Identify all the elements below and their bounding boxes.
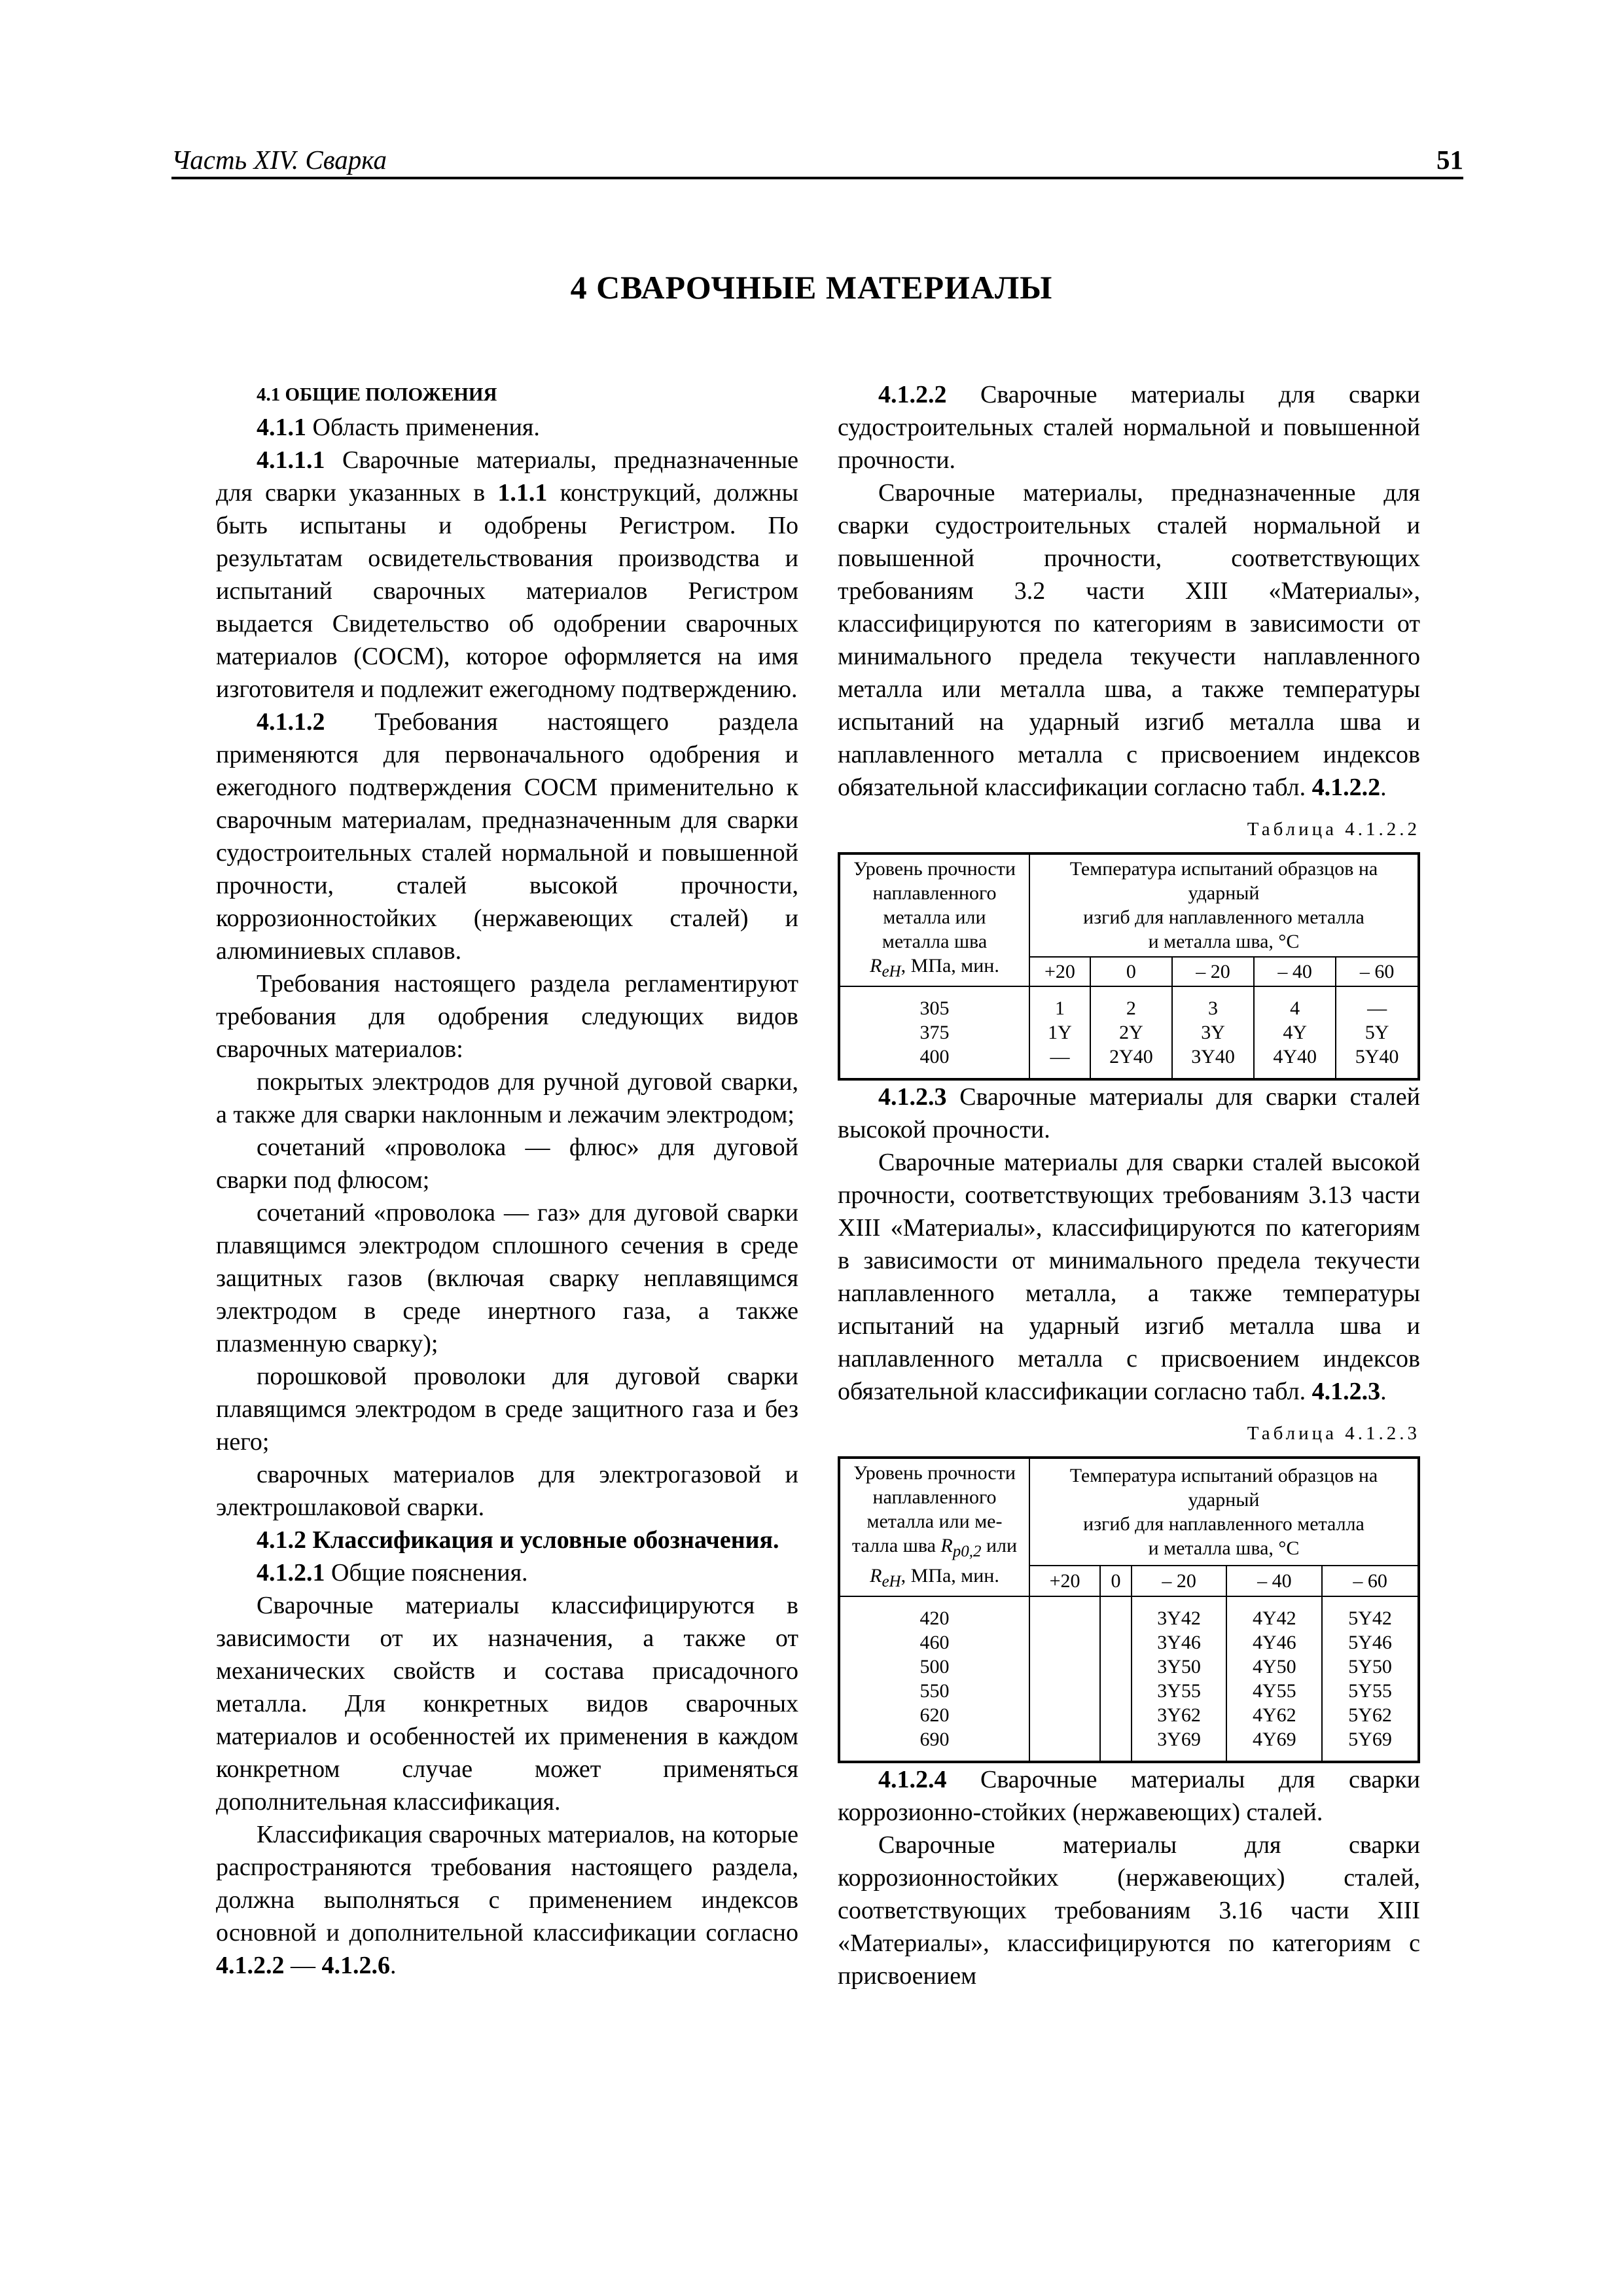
paragraph-4-1-1 xyxy=(216,411,798,444)
header-line: талла шва xyxy=(851,1535,941,1556)
header-line: наплавленного xyxy=(872,882,997,904)
header-temperature: – 20 xyxy=(1132,1566,1227,1596)
clause-text: Область применения. xyxy=(306,414,540,441)
section-heading: 4.1 ОБЩИЕ ПОЛОЖЕНИЯ xyxy=(257,384,497,405)
clause-text: Сварочные материалы для сварки сталей высокой прочности, соответствующих требованиям 3.13 части XIII «Материалы», классифицируются по категориям в зависимости от минимального предела текучести наплавленного металла, а также температуры испытаний на ударный изгиб металла шва и наплавленного металла с присвоением индексов обязательной классификации согласно табл. xyxy=(838,1149,1420,1405)
table-cell: 1Y xyxy=(1048,1022,1072,1043)
table-cell: 2Y xyxy=(1119,1022,1143,1043)
category-column xyxy=(1226,1596,1322,1762)
table-cell: 5Y42 xyxy=(1348,1607,1392,1629)
header-test-temperature xyxy=(1029,1458,1419,1566)
header-test-temperature xyxy=(1029,853,1419,957)
paragraph: Сварочные материалы для сварки коррозионностойких (нержавеющих) сталей, соответствующих требованиям 3.16 части XIII «Материалы», классифицируются по категориям с присвоением xyxy=(838,1831,1420,1990)
header-temperature: +20 xyxy=(1029,1566,1100,1596)
table-cell: 3Y xyxy=(1201,1022,1225,1043)
table-cell: 375 xyxy=(919,1022,950,1043)
table-cell: 5Y46 xyxy=(1348,1632,1392,1653)
table-cell: 5Y xyxy=(1364,1022,1389,1043)
table-cell: 4Y46 xyxy=(1253,1632,1296,1653)
category-column xyxy=(1254,986,1336,1079)
clause-text: . xyxy=(1380,774,1387,801)
list-item: сочетаний «проволока — флюс» для дуговой сварки под флюсом; xyxy=(216,1134,798,1194)
list-item: порошковой проволоки для дуговой сварки плавящимся электродом в среде защитного газа и без него; xyxy=(216,1363,798,1456)
table-cell: 2 xyxy=(1126,997,1136,1019)
category-column xyxy=(1172,986,1254,1079)
category-column xyxy=(1336,986,1419,1079)
paragraph-4-1-2 xyxy=(216,1524,798,1556)
table-cell: 3Y42 xyxy=(1157,1607,1201,1629)
clause-text: Сварочные материалы, предназначенные для сварки указанных в xyxy=(216,446,798,507)
header-strength-level xyxy=(839,853,1029,986)
header-temperature: – 20 xyxy=(1172,957,1254,986)
clause-number: 4.1.2.4 xyxy=(878,1766,947,1793)
clause-text: Общие пояснения. xyxy=(325,1559,528,1587)
symbol-subscript: eH xyxy=(882,1573,901,1590)
clause-text: . xyxy=(1380,1378,1387,1405)
table-cell: 1 xyxy=(1054,997,1065,1019)
table-cell: 4Y40 xyxy=(1273,1046,1317,1067)
paragraph-4-1-1-1 xyxy=(216,444,798,706)
clause-number: 4.1.2 xyxy=(257,1526,306,1554)
clause-number: 4.1.1.1 xyxy=(257,446,325,474)
list-item: сочетаний «проволока — газ» для дуговой сварки плавящимся электродом сплошного сечения в среде защитных газов (включая сварку неплавящимся электродом в среде инертного газа, а также плазменную сварку); xyxy=(216,1199,798,1357)
strength-levels-cell xyxy=(839,1596,1029,1762)
table-cell: 690 xyxy=(919,1729,950,1750)
paragraph: Требования настоящего раздела регламентируют требования для одобрения следующих видов сварочных материалов: xyxy=(216,970,798,1063)
clause-text: Сварочные материалы для сварки коррозионно-стойких (нержавеющих) сталей. xyxy=(838,1766,1420,1826)
clause-text: Сварочные материалы для сварки судостроительных сталей нормальной и повышенной прочности. xyxy=(838,381,1420,474)
header-line: металла или xyxy=(883,906,986,928)
clause-text: Сварочные материалы для сварки сталей высокой прочности. xyxy=(838,1083,1420,1143)
table-cell: 4Y xyxy=(1283,1022,1307,1043)
table-cell: 4Y69 xyxy=(1253,1729,1296,1750)
header-line: , МПа, мин. xyxy=(901,955,999,977)
table-cell: 3Y46 xyxy=(1157,1632,1201,1653)
table-cell: 500 xyxy=(919,1656,950,1677)
paragraph xyxy=(838,476,1420,804)
table-cell: 5Y50 xyxy=(1348,1656,1392,1677)
strength-levels-cell xyxy=(839,986,1029,1079)
table-reference: 4.1.2.2 xyxy=(1311,774,1381,801)
table-cell: 3Y62 xyxy=(1157,1704,1201,1726)
category-column xyxy=(1090,986,1172,1079)
header-rule xyxy=(171,177,1463,179)
clause-reference: 4.1.2.2 xyxy=(216,1952,285,1979)
clause-number: 4.1.2.2 xyxy=(878,381,947,408)
paragraph-4-1-2-1 xyxy=(216,1556,798,1589)
paragraph-4-1-2-2 xyxy=(838,378,1420,476)
paragraph-4-1-1-2 xyxy=(216,706,798,967)
paragraph-4-1-2-4 xyxy=(838,1763,1420,1829)
header-temperature: +20 xyxy=(1029,957,1090,986)
table-cell: 3Y40 xyxy=(1191,1046,1235,1067)
running-header-part: Часть XIV. Сварка xyxy=(171,145,387,175)
table-cell: — xyxy=(1050,1046,1070,1067)
header-line: и металла шва, °С xyxy=(1148,1537,1300,1559)
symbol-subscript: p0,2 xyxy=(952,1543,982,1560)
clause-text: — xyxy=(284,1952,322,1979)
category-column xyxy=(1029,986,1090,1079)
clause-text: Классификация и условные обозначения. xyxy=(306,1526,779,1554)
category-column-empty xyxy=(1029,1596,1100,1762)
table-cell: 420 xyxy=(919,1607,950,1629)
table-cell: 400 xyxy=(919,1046,950,1067)
header-line: Уровень прочности xyxy=(853,1462,1016,1484)
table-cell: 4Y55 xyxy=(1253,1680,1296,1702)
symbol-subscript: eH xyxy=(882,963,901,980)
table-caption: Таблица 4.1.2.3 xyxy=(1247,1423,1420,1444)
left-column xyxy=(216,378,798,1982)
table-cell: 5Y69 xyxy=(1348,1729,1392,1750)
table-cell: 3Y69 xyxy=(1157,1729,1201,1750)
header-temperature: – 60 xyxy=(1322,1566,1419,1596)
clause-reference: 4.1.2.6 xyxy=(321,1952,390,1979)
table-cell: 460 xyxy=(919,1632,950,1653)
header-line: , МПа, мин. xyxy=(901,1565,999,1587)
header-temperature: – 60 xyxy=(1336,957,1419,986)
clause-text: Классификация сварочных материалов, на которые распространяются требования настоящего раздела, должна выполняться с применением индексов основной и дополнительной классификации согласно xyxy=(216,1821,798,1946)
list-item: покрытых электродов для ручной дуговой сварки, а также для сварки наклонным и лежачим электродом; xyxy=(216,1068,798,1128)
header-temperature: – 40 xyxy=(1226,1566,1322,1596)
table-cell: 3Y55 xyxy=(1157,1680,1201,1702)
table-caption: Таблица 4.1.2.2 xyxy=(1247,819,1420,840)
clause-text: Требования настоящего раздела применяются для первоначального одобрения и ежегодного подтверждения СОСМ применительно к сварочным материалам, предназначенным для сварки судостроительных сталей нормальной и повышенной прочности, сталей высокой прочности, коррозионностойких (нержавеющих сталей) и алюминиевых сплавов. xyxy=(216,708,798,965)
table-cell: 4 xyxy=(1290,997,1300,1019)
page-number: 51 xyxy=(1436,145,1463,175)
table-cell: — xyxy=(1367,997,1387,1019)
list-item: сварочных материалов для электрогазовой и электрошлаковой сварки. xyxy=(216,1461,798,1521)
table-cell: 3 xyxy=(1208,997,1219,1019)
header-line: Температура испытаний образцов на ударный xyxy=(1069,1464,1378,1511)
header-line: и металла шва, °С xyxy=(1148,931,1300,953)
table-cell: 5Y40 xyxy=(1355,1046,1399,1067)
clause-number: 4.1.2.3 xyxy=(878,1083,947,1111)
table-cell: 5Y62 xyxy=(1348,1704,1392,1726)
table-cell: 4Y50 xyxy=(1253,1656,1296,1677)
clause-number: 4.1.1.2 xyxy=(257,708,325,736)
paragraph xyxy=(216,1818,798,1982)
clause-text: конструкций, должны быть испытаны и одобрены Регистром. По результатам освидетельствования производства и испытаний сварочных материалов Регистром выдается Свидетельство об одобрении сварочных материалов (СОСМ), которое оформляется на имя изготовителя и подлежит ежегодному подтверждению. xyxy=(216,479,798,703)
table-cell: 305 xyxy=(919,997,950,1019)
header-temperature: 0 xyxy=(1090,957,1172,986)
clause-text: Сварочные материалы, предназначенные для сварки судостроительных сталей нормальной и повышенной прочности, соответствующих требованиям 3.2 части XIII «Материалы», классифицируются по категориям в зависимости от минимального предела текучести наплавленного металла или металла шва, а также температуры испытаний на ударный изгиб металла шва и наплавленного металла с присвоением индексов обязательной классификации согласно табл. xyxy=(838,479,1420,801)
header-temperature: 0 xyxy=(1100,1566,1132,1596)
right-column xyxy=(838,378,1420,1992)
symbol: R xyxy=(870,1565,882,1587)
table-cell: 5Y55 xyxy=(1348,1680,1392,1702)
symbol: R xyxy=(940,1535,953,1556)
header-line: или xyxy=(981,1535,1018,1556)
header-line: Уровень прочности xyxy=(853,858,1016,880)
clause-text: . xyxy=(390,1952,397,1979)
header-line: металла шва xyxy=(882,931,988,952)
header-line: изгиб для наплавленного металла xyxy=(1083,1513,1364,1535)
paragraph xyxy=(838,1146,1420,1408)
header-temperature: – 40 xyxy=(1254,957,1336,986)
header-line: металла или ме- xyxy=(866,1511,1003,1532)
table-cell: 4Y42 xyxy=(1253,1607,1296,1629)
category-column xyxy=(1132,1596,1227,1762)
paragraph-4-1-2-3 xyxy=(838,1081,1420,1146)
header-line: изгиб для наплавленного металла xyxy=(1083,906,1364,929)
paragraph: Сварочные материалы классифицируются в зависимости от их назначения, а также от механических свойств и состава присадочного металла. Для конкретных видов сварочных материалов и особенностей их применения в каждом конкретном случае может применяться дополнительная классификация. xyxy=(216,1592,798,1816)
symbol: R xyxy=(870,955,882,977)
clause-reference: 1.1.1 xyxy=(497,479,548,507)
table-cell: 2Y40 xyxy=(1109,1046,1153,1067)
category-column xyxy=(1322,1596,1419,1762)
category-column-empty xyxy=(1100,1596,1132,1762)
clause-number: 4.1.2.1 xyxy=(257,1559,325,1587)
table-4-1-2-3 xyxy=(838,1456,1420,1763)
header-strength-level xyxy=(839,1458,1029,1596)
chapter-title: 4 СВАРОЧНЫЕ МАТЕРИАЛЫ xyxy=(570,269,1053,306)
table-cell: 550 xyxy=(919,1680,950,1702)
table-cell: 3Y50 xyxy=(1157,1656,1201,1677)
table-4-1-2-2 xyxy=(838,852,1420,1081)
header-line: наплавленного xyxy=(872,1486,997,1508)
table-cell: 620 xyxy=(919,1704,950,1726)
table-reference: 4.1.2.3 xyxy=(1311,1378,1381,1405)
header-line: Температура испытаний образцов на ударный xyxy=(1069,858,1378,905)
clause-number: 4.1.1 xyxy=(257,414,306,441)
table-cell: 4Y62 xyxy=(1253,1704,1296,1726)
